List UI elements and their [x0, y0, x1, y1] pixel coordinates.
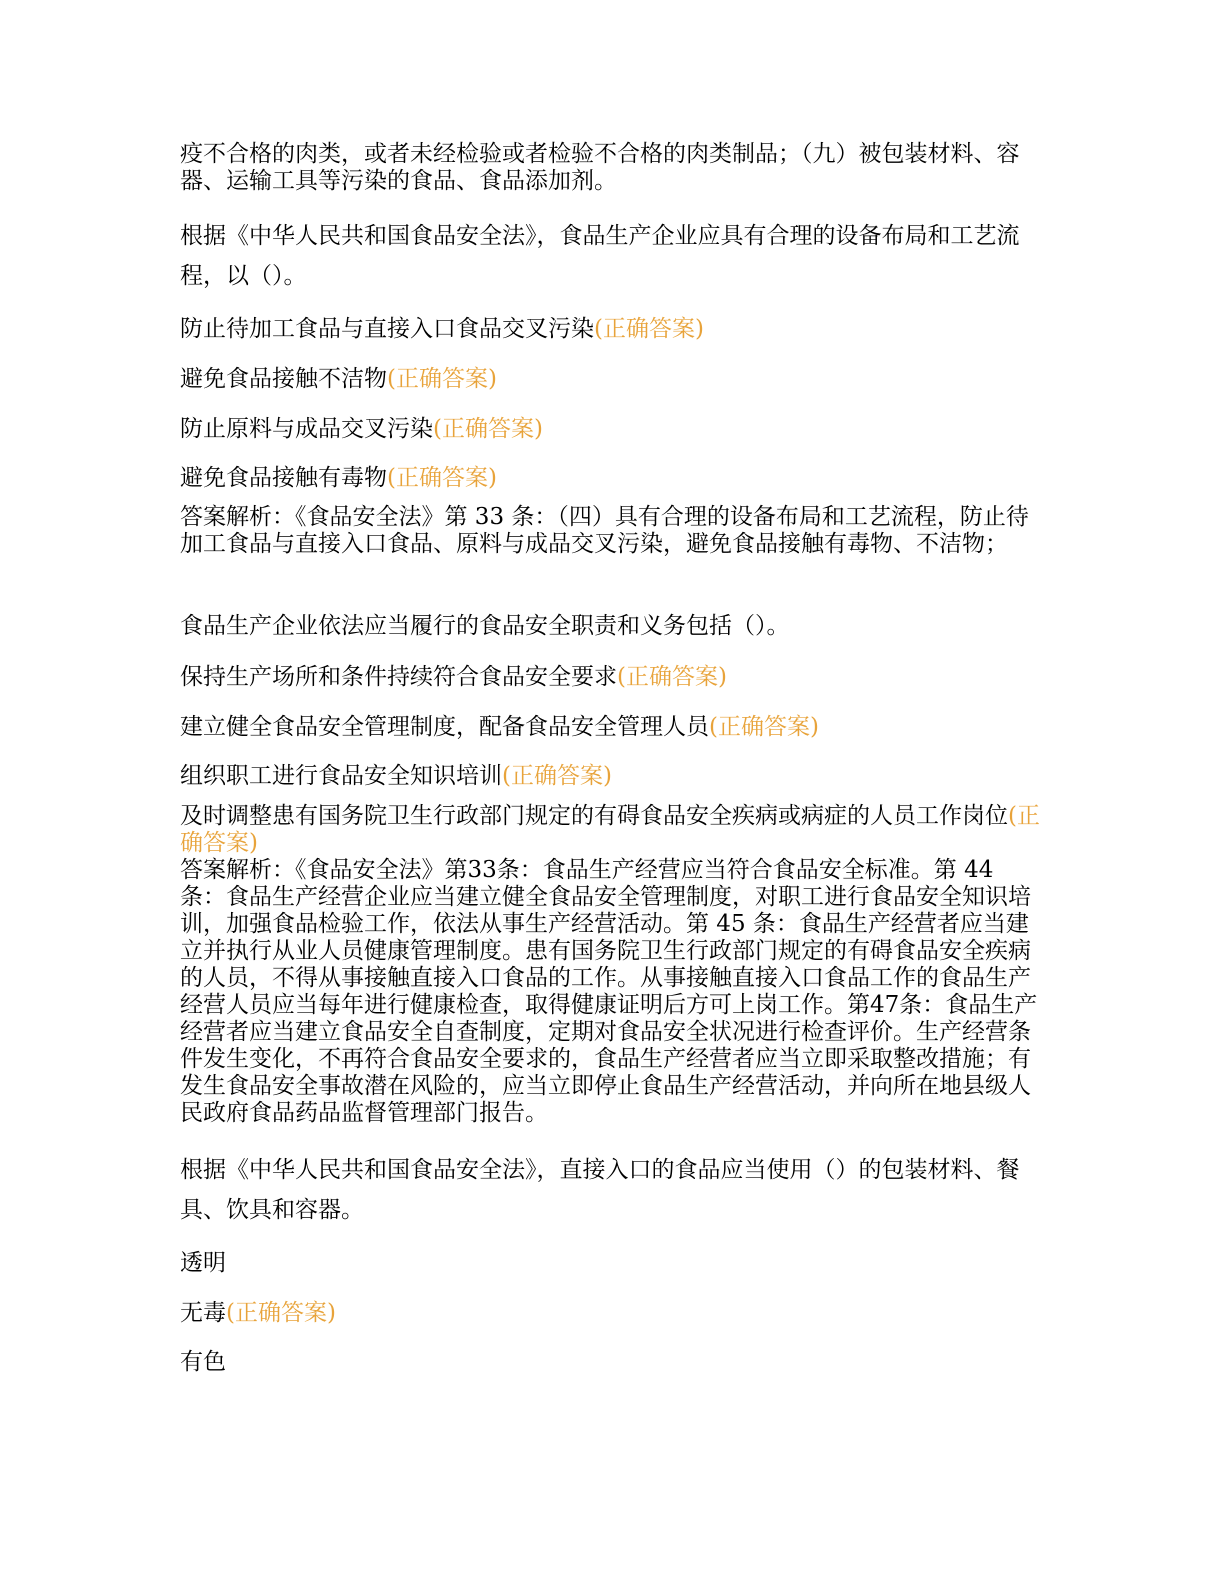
option-item: 避免食品接触有毒物(正确答案) — [180, 465, 497, 491]
option-item: 防止待加工食品与直接入口食品交叉污染(正确答案) — [180, 316, 704, 342]
continued-paragraph: 疫不合格的肉类，或者未经检验或者检验不合格的肉类制品；（九）被包装材料、容器、运输工具等污染的食品、食品添加剂。 — [180, 141, 1020, 194]
option-item: 建立健全食品安全管理制度，配备食品安全管理人员(正确答案) — [180, 714, 819, 740]
correct-answer-mark: (正确答案) — [387, 465, 497, 491]
question-heading: 根据《中华人民共和国食品安全法》，直接入口的食品应当使用（）的包装材料、餐具、饮具和容器。 — [180, 1157, 1020, 1223]
option-item: 透明 — [180, 1250, 226, 1276]
option-item: 有色 — [180, 1349, 226, 1375]
option-item: 避免食品接触不洁物(正确答案) — [180, 366, 497, 392]
option-item: 保持生产场所和条件持续符合食品安全要求(正确答案) — [180, 664, 727, 690]
correct-answer-mark: (正确答案) — [433, 416, 543, 442]
option-item: 组织职工进行食品安全知识培训(正确答案) — [180, 763, 612, 789]
answer-explanation: 答案解析：《食品安全法》第33条：食品生产经营应当符合食品安全标准。第 44 条：食品生产经营企业应当建立健全食品安全管理制度，对职工进行食品安全知识培训，加强食品检验工作，依法从事生产经营活动。第 45 条：食品生产经营者应当建立并执行从业人员健康管理制度。患有国务院卫生行政部门规定的有碍食品安全疾病的人员，不得从事接触直接入口食品的工作。从事接触直接入口食品工作的食品生产经营人员应当每年进行健康检查，取得健康证明后方可上岗工作。第47条：食品生产经营者应当建立食品安全自查制度，定期对食品安全状况进行检查评价。生产经营条件发生变化，不再符合食品安全要求的，食品生产经营者应当立即采取整改措施；有发生食品安全事故潜在风险的，应当立即停止食品生产经营活动，并向所在地县级人民政府食品药品监督管理部门报告。 — [180, 857, 1038, 1126]
answer-explanation: 答案解析：《食品安全法》第 33 条：（四）具有合理的设备布局和工艺流程，防止待加工食品与直接入口食品、原料与成品交叉污染，避免食品接触有毒物、不洁物； — [180, 504, 1029, 557]
correct-answer-mark: (正确答案) — [709, 714, 819, 740]
correct-answer-mark: (正确答案) — [502, 763, 612, 789]
question-heading: 根据《中华人民共和国食品安全法》，食品生产企业应具有合理的设备布局和工艺流程，以（）。 — [180, 223, 1020, 289]
option-item: 及时调整患有国务院卫生行政部门规定的有碍食品安全疾病或病症的人员工作岗位(正确答案) — [180, 803, 1040, 856]
correct-answer-mark: (正确答案) — [594, 316, 704, 342]
option-item: 防止原料与成品交叉污染(正确答案) — [180, 416, 543, 442]
correct-answer-mark: (正确答案) — [387, 366, 497, 392]
correct-answer-mark: (正确答案) — [226, 1300, 336, 1326]
correct-answer-mark: (正确答案) — [617, 664, 727, 690]
correct-answer-mark: (正确答案) — [180, 803, 1040, 856]
option-item: 无毒(正确答案) — [180, 1300, 336, 1326]
question-heading: 食品生产企业依法应当履行的食品安全职责和义务包括（）。 — [180, 613, 790, 639]
